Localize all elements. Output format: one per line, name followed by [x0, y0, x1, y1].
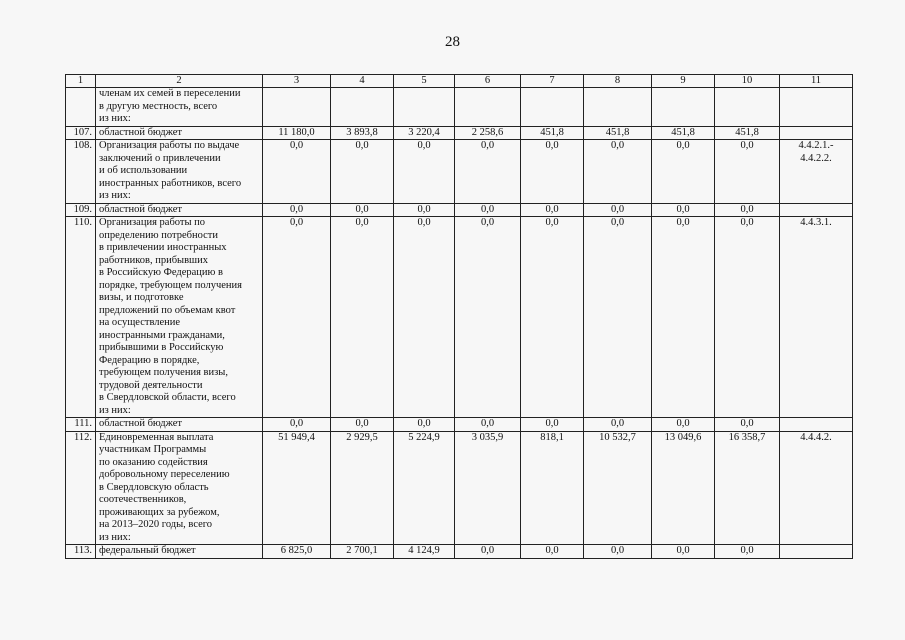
table-row [66, 140, 853, 204]
value-cell: 0,0 [455, 418, 521, 432]
reference-cell [780, 126, 853, 140]
column-number: 3 [263, 75, 331, 88]
value-cell: 0,0 [715, 418, 780, 432]
value-cell: 0,0 [584, 203, 652, 217]
value-cell: 0,0 [652, 140, 715, 204]
value-cell: 0,0 [521, 217, 584, 418]
row-name: членам их семей в переселении в другую местность, всего из них: [96, 88, 263, 127]
column-number-row [66, 75, 853, 88]
value-cell: 0,0 [521, 203, 584, 217]
value-cell: 0,0 [394, 418, 455, 432]
row-number: 108. [66, 140, 96, 204]
value-cell: 0,0 [715, 203, 780, 217]
value-cell: 0,0 [584, 217, 652, 418]
column-number: 8 [584, 75, 652, 88]
value-cell [263, 88, 331, 127]
value-cell: 451,8 [521, 126, 584, 140]
value-cell: 4 124,9 [394, 545, 455, 559]
value-cell: 0,0 [455, 217, 521, 418]
table-row [66, 545, 853, 559]
value-cell: 2 258,6 [455, 126, 521, 140]
value-cell: 0,0 [455, 545, 521, 559]
table-row [66, 88, 853, 127]
row-name: областной бюджет [96, 203, 263, 217]
table-row [66, 203, 853, 217]
reference-cell: 4.4.4.2. [780, 431, 853, 545]
value-cell: 451,8 [584, 126, 652, 140]
row-number: 113. [66, 545, 96, 559]
reference-cell [780, 203, 853, 217]
value-cell: 818,1 [521, 431, 584, 545]
value-cell: 0,0 [394, 203, 455, 217]
value-cell: 0,0 [584, 140, 652, 204]
column-number: 2 [96, 75, 263, 88]
value-cell: 0,0 [584, 418, 652, 432]
program-table [65, 74, 853, 559]
column-number: 5 [394, 75, 455, 88]
value-cell: 0,0 [521, 418, 584, 432]
value-cell: 0,0 [263, 203, 331, 217]
value-cell: 3 220,4 [394, 126, 455, 140]
row-name: областной бюджет [96, 126, 263, 140]
table-row [66, 418, 853, 432]
column-number: 7 [521, 75, 584, 88]
value-cell: 10 532,7 [584, 431, 652, 545]
row-number [66, 88, 96, 127]
row-name: Организация работы по определению потребности в привлечении иностранных работников, прибывших в Российскую Федерацию в порядке, требующем получения визы, и подготовке предложений по объемам квот на осуществление иностранными гражданами, прибывшими в Российскую Федерацию в порядке, требующем получения визы, трудовой деятельности в Свердловской области, всего из них: [96, 217, 263, 418]
reference-cell [780, 545, 853, 559]
value-cell: 3 035,9 [455, 431, 521, 545]
row-name: областной бюджет [96, 418, 263, 432]
value-cell: 51 949,4 [263, 431, 331, 545]
value-cell: 0,0 [715, 545, 780, 559]
value-cell: 0,0 [263, 140, 331, 204]
value-cell: 11 180,0 [263, 126, 331, 140]
value-cell: 0,0 [652, 545, 715, 559]
row-number: 109. [66, 203, 96, 217]
value-cell: 0,0 [521, 545, 584, 559]
column-number: 1 [66, 75, 96, 88]
value-cell: 2 929,5 [331, 431, 394, 545]
value-cell: 0,0 [331, 203, 394, 217]
value-cell: 0,0 [331, 217, 394, 418]
value-cell [715, 88, 780, 127]
row-number: 107. [66, 126, 96, 140]
value-cell: 0,0 [331, 418, 394, 432]
value-cell: 13 049,6 [652, 431, 715, 545]
value-cell: 0,0 [455, 203, 521, 217]
value-cell: 3 893,8 [331, 126, 394, 140]
value-cell [455, 88, 521, 127]
value-cell: 16 358,7 [715, 431, 780, 545]
reference-cell: 4.4.3.1. [780, 217, 853, 418]
value-cell: 0,0 [652, 203, 715, 217]
column-number: 11 [780, 75, 853, 88]
value-cell: 0,0 [652, 217, 715, 418]
column-number: 4 [331, 75, 394, 88]
row-number: 111. [66, 418, 96, 432]
value-cell: 0,0 [263, 217, 331, 418]
reference-cell: 4.4.2.1.- 4.4.2.2. [780, 140, 853, 204]
column-number: 6 [455, 75, 521, 88]
value-cell: 0,0 [584, 545, 652, 559]
value-cell [521, 88, 584, 127]
column-number: 10 [715, 75, 780, 88]
row-number: 112. [66, 431, 96, 545]
value-cell: 0,0 [652, 418, 715, 432]
value-cell [394, 88, 455, 127]
value-cell: 0,0 [521, 140, 584, 204]
value-cell: 0,0 [394, 217, 455, 418]
reference-cell [780, 88, 853, 127]
value-cell [584, 88, 652, 127]
value-cell: 2 700,1 [331, 545, 394, 559]
value-cell: 0,0 [263, 418, 331, 432]
value-cell [652, 88, 715, 127]
value-cell: 5 224,9 [394, 431, 455, 545]
value-cell: 0,0 [715, 140, 780, 204]
value-cell: 0,0 [394, 140, 455, 204]
value-cell: 451,8 [715, 126, 780, 140]
table-row [66, 431, 853, 545]
value-cell: 0,0 [455, 140, 521, 204]
table-row [66, 217, 853, 418]
value-cell: 6 825,0 [263, 545, 331, 559]
row-name: Единовременная выплата участникам Программы по оказанию содействия добровольному переселению в Свердловскую область соотечественников, проживающих за рубежом, на 2013–2020 годы, всего из них: [96, 431, 263, 545]
row-number: 110. [66, 217, 96, 418]
row-name: Организация работы по выдаче заключений о привлечении и об использовании иностранных работников, всего из них: [96, 140, 263, 204]
reference-cell [780, 418, 853, 432]
column-number: 9 [652, 75, 715, 88]
value-cell [331, 88, 394, 127]
table-row [66, 126, 853, 140]
value-cell: 451,8 [652, 126, 715, 140]
value-cell: 0,0 [715, 217, 780, 418]
page-number: 28 [445, 34, 460, 50]
value-cell: 0,0 [331, 140, 394, 204]
row-name: федеральный бюджет [96, 545, 263, 559]
